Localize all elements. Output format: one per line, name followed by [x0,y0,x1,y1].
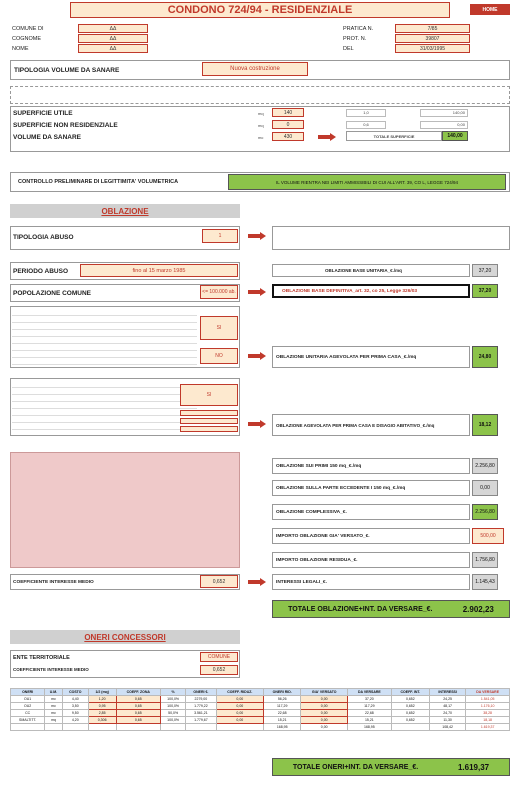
interessi-label: INTERESSI LEGALI_€. [276,580,327,585]
table-cell: 15,21 [264,717,301,724]
table-cell[interactable]: 2,85 [88,710,116,717]
table-cell[interactable]: 0,00 [216,696,263,703]
table-cell [391,724,429,731]
header-cell: DA VERSARE [466,689,510,696]
agev-prima-casa-label: OBLAZIONE UNITARIA AGEVOLATA PER PRIMA CASA_€./mq [276,355,417,360]
home-button[interactable]: HOME [470,4,510,15]
prima-casa-answer[interactable]: SI [200,316,238,340]
table-cell[interactable]: 0,65 [116,710,161,717]
base-definitiva-value: 37,20 [472,284,498,298]
table-cell: 168,95 [264,724,301,731]
header-cell: ONERI [11,689,45,696]
header-cell: DA VERSARE [348,689,392,696]
table-cell: 15,21 [348,717,392,724]
table-cell [45,724,63,731]
eccedente-label: OBLAZIONE SULLA PARTE ECCEDENTE I 150 mq_€./mq [276,486,406,491]
residua-value: 1.756,80 [472,552,498,568]
table-cell: 168,95 [348,724,392,731]
cognome-field[interactable]: ΔΔ [78,34,148,43]
header-cell: % [161,689,186,696]
table-cell: 24,25 [429,696,465,703]
header-cell: INTERESSI [429,689,465,696]
table-cell[interactable]: 0,00 [301,717,348,724]
table-cell: 18,18 [466,717,510,724]
table-cell [161,724,186,731]
table-cell: 100,0% [161,696,186,703]
table-cell[interactable]: 0,306 [88,717,116,724]
periodo-label: PERIODO ABUSO [13,268,69,275]
table-cell: 48,17 [429,703,465,710]
header-cell: ONERI RID. [264,689,301,696]
table-cell: 38,28 [466,710,510,717]
table-cell: CC [11,710,45,717]
tipologia-volume-select[interactable]: Nuova costruzione [202,62,308,76]
pratica-label: PRATICA N. [343,26,374,32]
table-cell: 1.541,05 [466,696,510,703]
table-cell [62,724,88,731]
val1: 140,00 [420,109,468,117]
table-cell: 3.561,21 [186,710,216,717]
table-cell: mc [45,710,63,717]
avvertenze-note [10,452,240,568]
eccedente-value: 0,00 [472,480,498,496]
ente-select[interactable]: COMUNE [200,652,238,662]
table-cell [116,724,161,731]
totale-oblazione-box [272,600,510,618]
agev-prima-casa-value: 24,80 [472,346,498,368]
table-cell: 9,50 [62,710,88,717]
disagio-sub3[interactable] [180,426,238,432]
disagio-answer[interactable]: SI [180,384,238,406]
totale-oblazione-value: 2.902,23 [462,604,494,614]
totale-sup-label: TOTALE SUPERFICIE [346,131,442,141]
table-cell: 1.619,37 [466,724,510,731]
volume-field[interactable]: 430 [272,132,304,141]
table-row [11,696,510,703]
disagio-text [12,381,197,433]
table-cell: 0,652 [391,696,429,703]
header-cell: GIA' VERSATO [301,689,348,696]
complessiva-value: 2.256,80 [472,504,498,520]
note-abuso-box [272,226,510,250]
arrow-icon [248,578,266,586]
residua-label: IMPORTO OBLAZIONE RESIDUA_€. [276,558,358,563]
table-cell: 2279,00 [186,696,216,703]
table-cell[interactable]: 0,00 [216,717,263,724]
table-cell [88,724,116,731]
prima-casa-text [12,309,197,365]
table-cell: 56,26 [264,696,301,703]
oneri-section-title: ONERI CONCESSORI [10,630,240,644]
note-box [10,86,510,104]
table-cell[interactable]: 0,00 [301,703,348,710]
base-unitaria-label: OBLAZIONE BASE UNITARIA_€./mq [325,268,402,273]
totale-oneri-box [272,758,510,776]
table-cell[interactable]: 0,65 [116,703,161,710]
header-cell: ONERI €. [186,689,216,696]
base-definitiva-label: OBLAZIONE BASE DEFINITIVA_art. 32, co 25, Legge 326/03 [282,289,418,294]
periodo-select[interactable]: fino al 15 marzo 1985 [80,264,238,277]
table-cell[interactable]: 0,00 [301,710,348,717]
versato-field[interactable]: 500,00 [472,528,504,544]
table-cell: 108,42 [429,724,465,731]
ente-label: ENTE TERRITORIALE [13,655,70,661]
agev-disagio-label: OBLAZIONE AGEVOLATA PER PRIMA CASA E DISAGIO ABITATIVO_€./mq [276,423,435,428]
oblazione-section-title: OBLAZIONE [10,204,240,218]
comune-field[interactable]: ΔΔ [78,24,148,33]
header-cell: COEFF. INT. [391,689,429,696]
prot-field[interactable]: 39807 [395,34,470,43]
table-cell: 117,29 [264,703,301,710]
del-field[interactable]: 31/03/1995 [395,44,470,53]
agev-disagio-value: 18,12 [472,414,498,436]
arrow-icon [248,352,266,360]
table-cell: 0,652 [391,703,429,710]
coef-interesse-label: COEFFICIENTE INTERESSE MEDIO [13,580,94,585]
table-cell[interactable]: 0,00 [216,703,263,710]
totale-oneri-label: TOTALE ONERI+INT. DA VERSARE_€. [292,763,419,771]
sup-utile-field[interactable]: 140 [272,108,304,117]
table-cell[interactable]: 0,00 [301,696,348,703]
sup-nonres-unit: mq [258,123,264,128]
table-cell: 3,50 [62,703,88,710]
coef-interesse-field[interactable]: 0,652 [200,575,238,588]
tipologia-volume-label: TIPOLOGIA VOLUME DA SANARE [14,67,120,74]
table-cell: 24,70 [429,710,465,717]
page-title: CONDONO 724/94 - RESIDENZIALE [70,2,450,18]
primi150-value: 2.256,80 [472,458,498,474]
table-cell: 100,0% [161,703,186,710]
disagio-sub2[interactable] [180,418,238,424]
del-label: DEL [343,46,354,52]
table-cell: 22,68 [348,710,392,717]
table-cell: 100,0% [161,717,186,724]
table-cell [216,724,263,731]
abitativo-answer[interactable]: NO [200,348,238,364]
popolazione-label: POPOLAZIONE COMUNE [13,290,92,297]
volume-label: VOLUME DA SANARE [13,134,82,141]
totale-sup-value: 140,00 [442,131,468,141]
oneri-table [10,688,510,731]
table-cell: 0,652 [391,710,429,717]
table-cell: OU1 [11,696,45,703]
oneri-coef-field[interactable]: 0,652 [200,665,238,675]
table-row [11,710,510,717]
table-cell[interactable]: 0,95 [88,703,116,710]
base-unitaria-value: 37,20 [472,264,498,277]
table-cell: OU2 [11,703,45,710]
table-cell: 22,68 [264,710,301,717]
table-cell: 117,29 [348,703,392,710]
totale-oneri-value: 1.619,37 [457,762,490,772]
val2: 0,00 [420,121,468,129]
interessi-value: 1.145,43 [472,574,498,590]
table-cell: 11,30 [429,717,465,724]
header-cell: 1/2 (mq) [88,689,116,696]
nome-field[interactable]: ΔΔ [78,44,148,53]
table-header-row [11,689,510,696]
table-cell[interactable]: 0,65 [116,717,161,724]
nome-label: NOME [12,46,29,52]
disagio-sub1[interactable] [180,410,238,416]
header-cell: U.M. [45,689,63,696]
table-cell [11,724,45,731]
table-cell: 1.779,22 [186,703,216,710]
pratica-field[interactable]: 7/85 [395,24,470,33]
table-cell: 4,40 [62,696,88,703]
table-totals-row [11,724,510,731]
table-cell: SMALTITT. [11,717,45,724]
controllo-label: CONTROLLO PRELIMINARE DI LEGITTIMITA' VOLUMETRICA [18,179,179,185]
complessiva-label: OBLAZIONE COMPLESSIVA_€. [276,510,347,515]
table-cell: 1.176,10 [466,703,510,710]
arrow-icon [248,288,266,296]
table-row [11,717,510,724]
table-cell [186,724,216,731]
popolazione-select[interactable]: <= 100.000 ab. [200,285,238,299]
arrow-icon [248,420,266,428]
sup-utile-label: SUPERFICIE UTILE [13,110,73,117]
primi150-label: OBLAZIONE SUI PRIMI 150 mq_€./mq [276,464,362,469]
sup-nonres-field[interactable]: 0 [272,120,304,129]
oneri-coef-label: COEFFICIENTE INTERESSE MEDIO [13,667,89,672]
table-cell: mc [45,703,63,710]
volume-unit: mc [258,135,264,140]
header-cell: COEFF. ZONA [116,689,161,696]
table-cell: mq [45,717,63,724]
table-cell[interactable]: 0,00 [216,710,263,717]
table-cell[interactable]: 0,65 [116,696,161,703]
tipologia-abuso-select[interactable]: 1 [202,229,238,243]
controllo-result: IL VOLUME RIENTRA NEI LIMITI AMMISSIBILI DI CUI ALL'ART. 39, CO L, LEGGE 724/94 [228,174,506,190]
sup-nonres-label: SUPERFICIE NON RESIDENZIALE [13,122,118,129]
prot-label: PROT. N. [343,36,367,42]
header-cell: COSTO [62,689,88,696]
arrow-icon [318,133,336,141]
table-cell: mc [45,696,63,703]
sup-utile-unit: mq [258,111,264,116]
table-cell[interactable]: 1,20 [88,696,116,703]
cognome-label: COGNOME [12,36,42,42]
table-cell: 0,00 [301,724,348,731]
table-cell: 1.779,67 [186,717,216,724]
header-cell: COEFF. RIDUZ. [216,689,263,696]
tipologia-abuso-label: TIPOLOGIA ABUSO [13,234,74,241]
totale-oblazione-label: TOTALE OBLAZIONE+INT. DA VERSARE_€. [288,605,433,613]
coef1: 1,0 [346,109,386,117]
table-cell: 0,652 [391,717,429,724]
arrow-icon [248,232,266,240]
coef2: 0,6 [346,121,386,129]
table-cell: 37,20 [348,696,392,703]
table-cell: 50,0% [161,710,186,717]
table-cell: 4,20 [62,717,88,724]
comune-label: COMUNE DI [12,26,44,32]
table-row [11,703,510,710]
versato-label: IMPORTO OBLAZIONE GIA' VERSATO_€. [276,534,370,539]
